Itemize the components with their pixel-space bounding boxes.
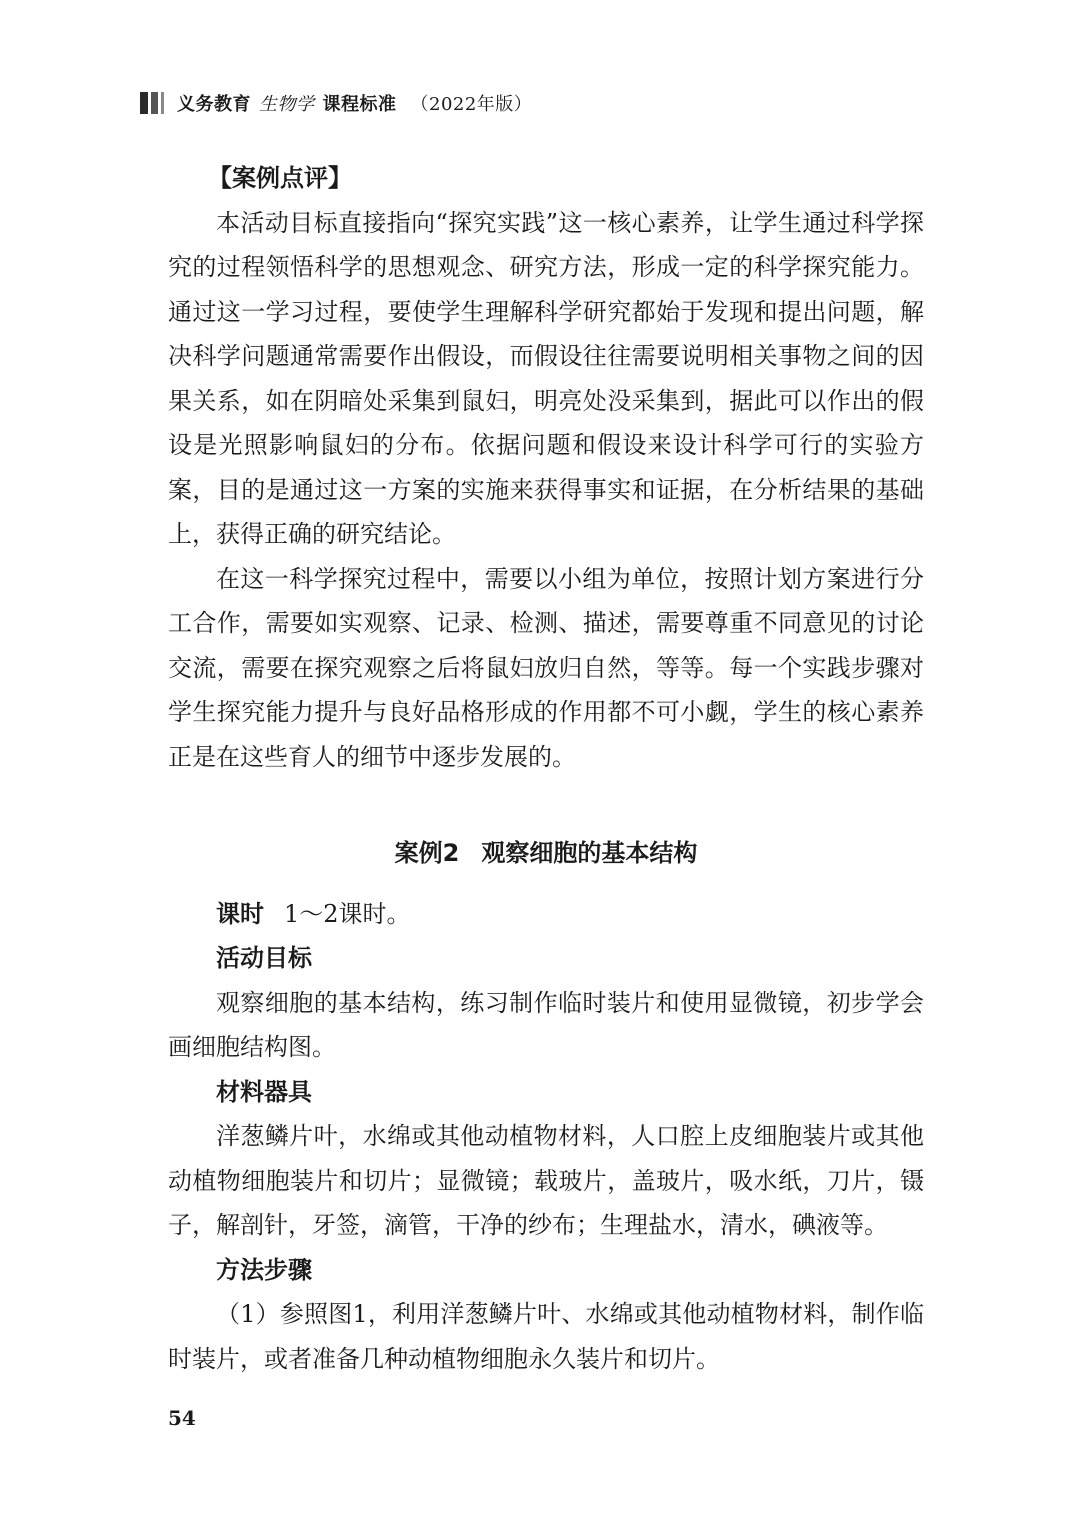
page-number: 54 [168, 1406, 196, 1430]
lesson-hours [168, 892, 924, 937]
review-paragraph-2: 在这一科学探究过程中，需要以小组为单位，按照计划方案进行分工合作，需要如实观察、记录、检测、描述，需要尊重不同意见的讨论交流，需要在探究观察之后将鼠妇放归自然，等等。每一个实践步骤对学生探究能力提升与良好品格形成的作用都不可小觑，学生的核心素养正是在这些育人的细节中逐步发展的。 [168, 564, 924, 771]
page-body [168, 156, 924, 1381]
review-heading: 【案例点评】 [208, 164, 352, 192]
case-title-text: 观察细胞的基本结构 [481, 839, 698, 867]
header-book-suffix: 课程标准 [322, 94, 397, 115]
header-bars-icon [140, 92, 167, 114]
goal-text: 观察细胞的基本结构，练习制作临时装片和使用显微镜，初步学会画细胞结构图。 [168, 988, 924, 1061]
goal-heading: 活动目标 [216, 944, 312, 972]
header-subject: 生物学 [259, 94, 315, 115]
case-title [168, 831, 924, 876]
lesson-hours-label: 课时 [216, 899, 264, 928]
materials-text: 洋葱鳞片叶，水绵或其他动植物材料，人口腔上皮细胞装片或其他动植物细胞装片和切片；显微镜；载玻片，盖玻片，吸水纸，刀片，镊子，解剖针，牙签，滴管，干净的纱布；生理盐水，清水，碘液等。 [168, 1122, 924, 1239]
steps-heading: 方法步骤 [216, 1255, 312, 1284]
review-paragraph-1: 本活动目标直接指向“探究实践”这一核心素养，让学生通过科学探究的过程领悟科学的思想观念、研究方法，形成一定的科学探究能力。通过这一学习过程，要使学生理解科学研究都始于发现和提出问题，解决科学问题通常需要作出假设，而假设往往需要说明相关事物之间的因果关系，如在阴暗处采集到鼠妇，明亮处没采集到，据此可以作出的假设是光照影响鼠妇的分布。依据问题和假设来设计科学可行的实验方案，目的是通过这一方案的实施来获得事实和证据，在分析结果的基础上，获得正确的研究结论。 [168, 208, 924, 548]
lesson-hours-value: 1～2课时。 [284, 899, 411, 928]
header-book-prefix: 义务教育 [177, 94, 251, 115]
materials-heading: 材料器具 [216, 1077, 312, 1106]
title-spacer [168, 876, 924, 892]
section-spacer [168, 779, 924, 831]
case-label: 案例2 [394, 839, 460, 867]
header-edition: （2022年版） [410, 94, 533, 115]
step-1-text: （1）参照图1，利用洋葱鳞片叶、水绵或其他动植物材料，制作临时装片，或者准备几种动植物细胞永久装片和切片。 [168, 1300, 924, 1373]
running-header [140, 88, 532, 118]
